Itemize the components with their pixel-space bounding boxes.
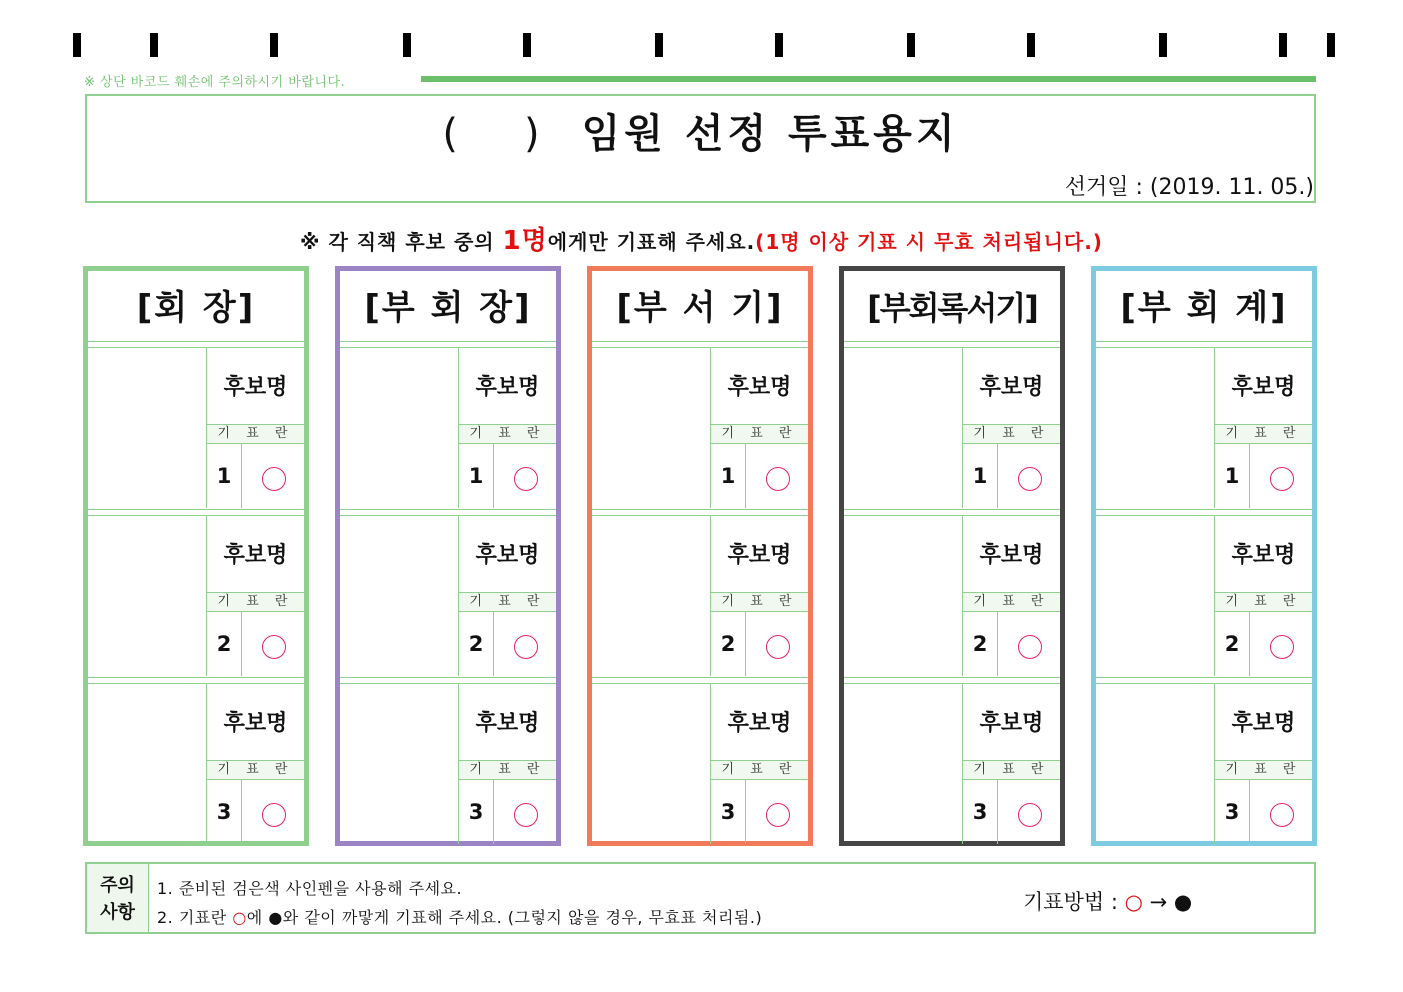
candidate-photo-area xyxy=(592,684,710,844)
vote-circle[interactable] xyxy=(514,803,538,827)
empty-circle-icon: ○ xyxy=(232,908,247,927)
candidate-photo-area xyxy=(844,348,962,508)
candidate-info xyxy=(710,684,808,844)
note-line-2-start: 2. 기표란 xyxy=(157,908,233,927)
candidate-photo-area xyxy=(88,348,206,508)
method-label: 기표방법 : xyxy=(1023,890,1125,914)
candidate-number: 3 xyxy=(207,780,242,844)
voting-instruction xyxy=(0,220,1403,257)
election-date: 선거일 : (2019. 11. 05.) xyxy=(1064,175,1314,200)
candidate-number: 2 xyxy=(207,612,242,676)
vote-circle[interactable] xyxy=(514,635,538,659)
candidate-slot xyxy=(844,340,1060,508)
candidate-name: 후보명 xyxy=(223,543,288,568)
candidate-name: 후보명 xyxy=(979,375,1044,400)
candidate-slot xyxy=(592,340,808,508)
candidate-photo-area xyxy=(592,516,710,676)
instruction-highlight: 1명 xyxy=(502,226,548,256)
candidate-photo-area xyxy=(1096,516,1214,676)
vote-label: 기 표 란 xyxy=(1215,760,1312,780)
barcode-mark xyxy=(907,33,915,57)
candidate-slot xyxy=(340,676,556,844)
candidate-number: 2 xyxy=(459,612,494,676)
candidate-info xyxy=(1214,516,1312,676)
candidate-slot xyxy=(844,676,1060,844)
candidate-info xyxy=(710,348,808,508)
vote-label: 기 표 란 xyxy=(459,760,556,780)
vote-circle[interactable] xyxy=(1270,635,1294,659)
candidate-name: 후보명 xyxy=(727,711,792,736)
candidate-photo-area xyxy=(1096,348,1214,508)
notes-box xyxy=(85,862,1316,934)
candidate-name: 후보명 xyxy=(979,543,1044,568)
candidate-name: 후보명 xyxy=(1231,543,1296,568)
vote-label: 기 표 란 xyxy=(711,424,808,444)
barcode-mark xyxy=(655,33,663,57)
arrow-right-icon: → xyxy=(1142,890,1174,914)
candidate-name: 후보명 xyxy=(223,711,288,736)
vote-circle[interactable] xyxy=(262,803,286,827)
barcode-mark xyxy=(1027,33,1035,57)
barcode-mark xyxy=(403,33,411,57)
notes-label: 주의 사항 xyxy=(87,864,149,932)
vote-label: 기 표 란 xyxy=(963,592,1060,612)
ballot-title xyxy=(87,102,1314,159)
vote-label: 기 표 란 xyxy=(1215,424,1312,444)
vote-label: 기 표 란 xyxy=(207,592,304,612)
position-title: [부회록서기] xyxy=(867,289,1037,327)
candidate-photo-area xyxy=(340,516,458,676)
candidate-info xyxy=(962,348,1060,508)
position-title: [부 서 기] xyxy=(616,288,784,328)
vote-label: 기 표 란 xyxy=(963,760,1060,780)
candidate-photo-area xyxy=(340,684,458,844)
instruction-prefix: ※ 각 직책 후보 중의 xyxy=(300,230,503,254)
header-divider xyxy=(421,76,1316,82)
position-title: [부 회 장] xyxy=(364,288,532,328)
empty-circle-icon: ○ xyxy=(1124,890,1143,914)
vote-label: 기 표 란 xyxy=(1215,592,1312,612)
candidate-number: 1 xyxy=(963,444,998,508)
candidate-name: 후보명 xyxy=(727,543,792,568)
barcode-mark xyxy=(523,33,531,57)
vote-label: 기 표 란 xyxy=(207,424,304,444)
vote-label: 기 표 란 xyxy=(711,592,808,612)
candidate-photo-area xyxy=(340,348,458,508)
voting-method xyxy=(1023,886,1192,916)
candidate-name: 후보명 xyxy=(1231,711,1296,736)
candidate-photo-area xyxy=(844,516,962,676)
vote-label: 기 표 란 xyxy=(963,424,1060,444)
candidate-slot xyxy=(1096,508,1312,676)
candidate-slot xyxy=(340,340,556,508)
candidate-number: 2 xyxy=(711,612,746,676)
candidate-info xyxy=(1214,684,1312,844)
candidate-photo-area xyxy=(88,516,206,676)
vote-circle[interactable] xyxy=(766,803,790,827)
barcode-mark xyxy=(1327,33,1335,57)
candidate-photo-area xyxy=(88,684,206,844)
position-column-assistant-secretary xyxy=(587,266,813,846)
vote-label: 기 표 란 xyxy=(711,760,808,780)
candidate-name: 후보명 xyxy=(727,375,792,400)
candidate-slot xyxy=(340,508,556,676)
candidate-number: 1 xyxy=(711,444,746,508)
candidate-name: 후보명 xyxy=(475,375,540,400)
candidate-info xyxy=(710,516,808,676)
header-box xyxy=(85,94,1316,203)
vote-circle[interactable] xyxy=(1018,803,1042,827)
candidate-photo-area xyxy=(592,348,710,508)
title-open-paren: ( xyxy=(442,111,462,157)
candidate-number: 2 xyxy=(1215,612,1250,676)
title-text: 임원 선정 투표용지 xyxy=(581,111,959,157)
vote-circle[interactable] xyxy=(1018,467,1042,491)
vote-circle[interactable] xyxy=(1018,635,1042,659)
candidate-number: 3 xyxy=(459,780,494,844)
candidate-number: 3 xyxy=(711,780,746,844)
candidate-photo-area xyxy=(1096,684,1214,844)
candidate-info xyxy=(458,516,556,676)
note-line-2-end: 에 ●와 같이 까맣게 기표해 주세요. (그렇지 않을 경우, 무효표 처리됨.) xyxy=(246,908,763,927)
candidate-slot xyxy=(88,508,304,676)
vote-circle[interactable] xyxy=(766,467,790,491)
vote-circle[interactable] xyxy=(514,467,538,491)
position-column-vice-president xyxy=(335,266,561,846)
candidate-info xyxy=(206,348,304,508)
candidate-number: 1 xyxy=(1215,444,1250,508)
candidate-slot xyxy=(592,508,808,676)
position-title: [부 회 계] xyxy=(1120,288,1288,328)
candidate-info xyxy=(962,516,1060,676)
candidate-slot xyxy=(592,676,808,844)
candidate-info xyxy=(458,348,556,508)
barcode-mark xyxy=(73,33,81,57)
candidate-number: 1 xyxy=(207,444,242,508)
vote-circle[interactable] xyxy=(262,467,286,491)
vote-circle[interactable] xyxy=(262,635,286,659)
note-line-1: 1. 준비된 검은색 사인펜을 사용해 주세요. xyxy=(157,879,463,898)
candidate-name: 후보명 xyxy=(475,711,540,736)
candidate-number: 1 xyxy=(459,444,494,508)
barcode-mark xyxy=(150,33,158,57)
barcode-mark xyxy=(1279,33,1287,57)
barcode-mark xyxy=(270,33,278,57)
candidate-slot xyxy=(88,676,304,844)
candidate-name: 후보명 xyxy=(223,375,288,400)
candidate-info xyxy=(1214,348,1312,508)
candidate-info xyxy=(962,684,1060,844)
barcode-marks xyxy=(0,33,1403,57)
instruction-middle: 에게만 기표해 주세요. xyxy=(547,230,756,254)
candidate-slot xyxy=(1096,340,1312,508)
vote-label: 기 표 란 xyxy=(207,760,304,780)
candidate-slot xyxy=(88,340,304,508)
candidate-name: 후보명 xyxy=(1231,375,1296,400)
candidate-number: 3 xyxy=(963,780,998,844)
filled-circle-icon: ● xyxy=(1173,890,1193,914)
vote-circle[interactable] xyxy=(1270,467,1294,491)
position-column-assistant-recording-secretary xyxy=(839,266,1065,846)
vote-label: 기 표 란 xyxy=(459,424,556,444)
title-close-paren: ) xyxy=(524,111,544,157)
candidate-number: 3 xyxy=(1215,780,1250,844)
position-title: [회 장] xyxy=(136,288,256,328)
candidate-slot xyxy=(1096,676,1312,844)
note-line-2 xyxy=(157,905,762,928)
barcode-mark xyxy=(1159,33,1167,57)
vote-label: 기 표 란 xyxy=(459,592,556,612)
position-column-president xyxy=(83,266,309,846)
candidate-number: 2 xyxy=(963,612,998,676)
candidate-info xyxy=(458,684,556,844)
position-column-assistant-treasurer xyxy=(1091,266,1317,846)
candidate-name: 후보명 xyxy=(979,711,1044,736)
vote-circle[interactable] xyxy=(1270,803,1294,827)
barcode-notice: ※ 상단 바코드 훼손에 주의하시기 바랍니다. xyxy=(84,75,346,90)
barcode-mark xyxy=(775,33,783,57)
candidate-info xyxy=(206,684,304,844)
candidate-name: 후보명 xyxy=(475,543,540,568)
candidate-photo-area xyxy=(844,684,962,844)
vote-circle[interactable] xyxy=(766,635,790,659)
candidate-info xyxy=(206,516,304,676)
candidate-slot xyxy=(844,508,1060,676)
instruction-warning: (1명 이상 기표 시 무효 처리됩니다.) xyxy=(755,230,1103,254)
